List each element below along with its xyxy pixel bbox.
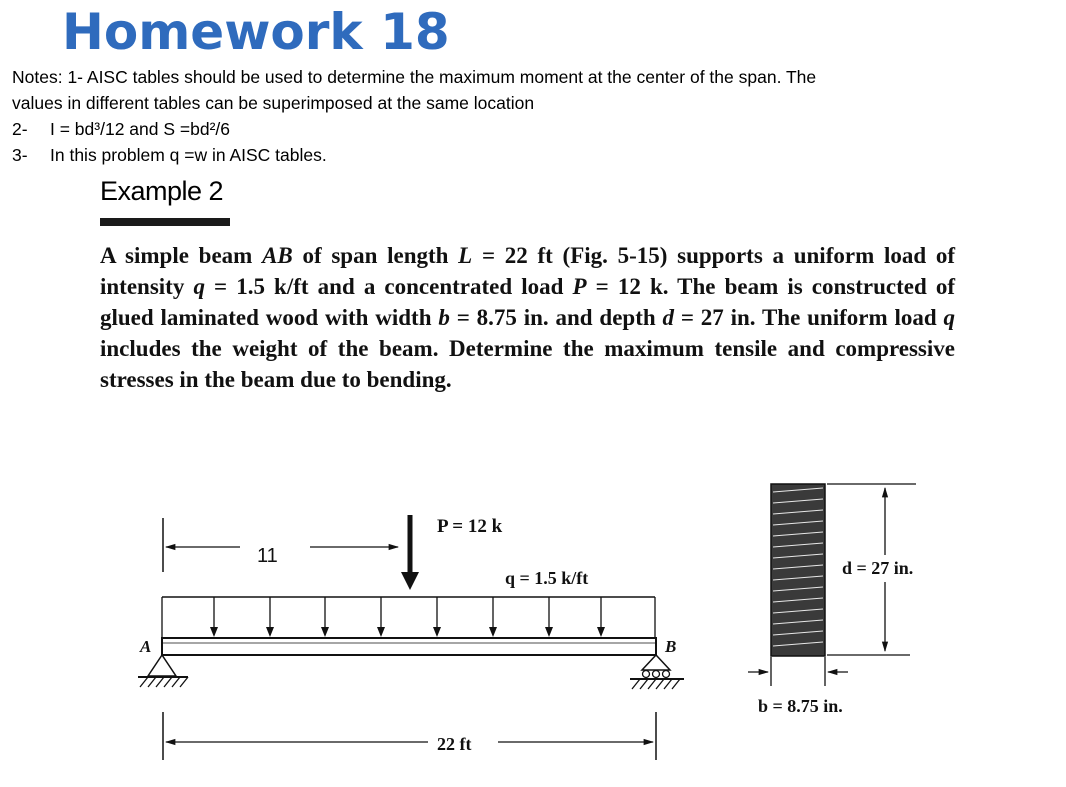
support-a-label: A <box>140 637 152 656</box>
width-label: b = 8.75 in. <box>758 696 843 716</box>
load-q-arrows <box>210 597 605 637</box>
dim-11-label: 11 <box>257 545 278 567</box>
support-a-pin <box>148 655 176 676</box>
support-b-pin <box>642 655 670 670</box>
note-item-2-number: 2- <box>12 119 28 139</box>
note-item-3-text: In this problem q =w in AISC tables. <box>50 145 327 165</box>
load-p-label: P = 12 k <box>437 516 503 537</box>
note-item-2-text: I = bd³/12 and S =bd²/6 <box>50 119 230 139</box>
cross-section-block <box>771 484 825 656</box>
depth-label: d = 27 in. <box>842 558 914 578</box>
problem-statement: A simple beam AB of span length L = 22 ft (Fig. 5-15) supports a uniform load of intensity q = 1.5 k/ft and a concentrated load P = 12 k. The beam is constructed of glued laminated wood with width b = 8.75 in. and depth d = 27 in. The uniform load q includes the weight of the beam. Determine the maximum tensile and compressive stresses in the beam due to bending. <box>100 243 956 392</box>
support-b-hatch <box>632 679 680 689</box>
support-b-label: B <box>665 637 677 656</box>
beam-body <box>162 638 656 655</box>
load-q-label: q = 1.5 k/ft <box>505 568 589 588</box>
note-line-2: values in different tables can be superimposed at the same location <box>12 93 535 113</box>
example-title: Example 2 <box>100 176 224 206</box>
support-b-rollers <box>643 671 670 678</box>
page-title: Homework 18 <box>62 3 450 61</box>
note-item-3-number: 3- <box>12 145 28 165</box>
load-p-arrowhead <box>401 572 419 590</box>
note-line-1: Notes: 1- AISC tables should be used to determine the maximum moment at the center of the span. The <box>12 67 817 87</box>
support-a-hatch <box>140 677 188 687</box>
span-label: 22 ft <box>437 734 472 754</box>
